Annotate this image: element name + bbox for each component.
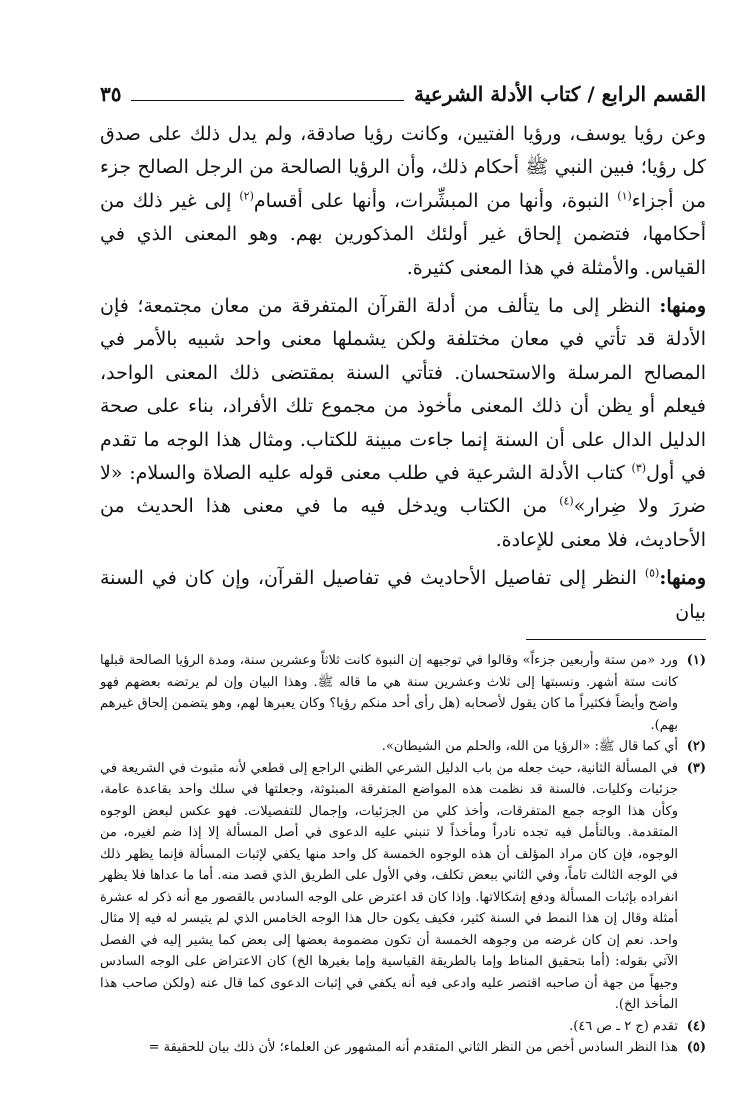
footnote-text: هذا النظر السادس أخص من النظر الثاني المتقدم أنه المشهور عن العلماء؛ لأن ذلك بيان للحقيقة =	[148, 1040, 678, 1056]
footnote-3	[100, 758, 706, 1016]
footnote-text: أي كما قال ﷺ: «الرؤيا من الله، والحلم من الشيطان».	[381, 739, 678, 755]
footnote-number: (٥)	[686, 1040, 706, 1056]
footnote-text: تقدم (ج ٢ ـ ص ٤٦).	[569, 1018, 678, 1034]
header-rule	[131, 100, 404, 101]
footnote-number: (٣)	[686, 760, 706, 776]
p1-text-2: النبوة، وأنها من المبشِّرات، وأنها على أقسام	[253, 189, 618, 212]
p1-text-3: إلى غير ذلك من أحكامها، فتضمن إلحاق غير أولئك المذكورين بهم. وهو المعنى الذي في القياس. والأمثلة في هذا المعنى كثيرة.	[100, 189, 706, 279]
footnote-separator	[526, 639, 706, 640]
footnote-number: (٤)	[686, 1018, 706, 1034]
p3-text: النظر إلى تفاصيل الأحاديث في تفاصيل القرآن، وإن كان في السنة بيان	[100, 567, 706, 623]
footnote-5	[100, 1037, 706, 1059]
p2-text-3: من الكتاب ويدخل فيه ما في معنى هذا الحديث من الأحاديث، فلا معنى للإعادة.	[100, 495, 706, 551]
p2-text: النظر إلى ما يتألف من أدلة القرآن المتفرقة من معان مجتمعة؛ فإن الأدلة قد تأتي في معان مختلفة ولكن يشملها معنى واحد شبيه بالأمر في المصالح المرسلة والاستحسان. فتأتي السنة بمقتضى ذلك المعنى الواحد، فيعلم أو يظن أن ذلك المعنى مأخوذ من مجموع تلك الأفراد، بناء على صحة الدليل الدال على أن السنة إنما جاءت مبينة للكتاب. ومثال هذا الوجه ما تقدم في أول	[100, 295, 707, 485]
footnote-number: (٢)	[686, 739, 706, 755]
p2-lead: ومنها:	[659, 295, 706, 318]
page-number: ٣٥	[100, 82, 122, 106]
footnotes	[100, 650, 706, 1059]
footnote-ref-1: (١)	[617, 189, 632, 203]
page	[100, 82, 706, 1059]
header-title: القسم الرابع / كتاب الأدلة الشرعية	[414, 82, 706, 106]
footnote-ref-2: (٢)	[239, 189, 254, 203]
footnote-ref-4: (٤)	[559, 495, 574, 509]
footnote-2	[100, 736, 706, 758]
footnote-number: (١)	[686, 653, 706, 669]
p2-text-2: كتاب الأدلة الشرعية في طلب معنى قوله عليه الصلاة والسلام: «لا ضررَ ولا ضِرار»	[100, 462, 707, 518]
footnote-1	[100, 650, 706, 736]
paragraph-1	[100, 118, 706, 285]
footnote-text: ورد «من ستة وأربعين جزءاً» وقالوا في توجيهه إن النبوة كانت ثلاثاً وعشرين سنة، ومدة الرؤيا الصالحة قبلها كانت ستة أشهر. ونسبتها إلى ثلاث وعشرين سنة هي ما قاله ﷺ. وهذا البيان وإن لم يرتضه بعضهم فهو واضح وأيضاً فكثيراً ما كان يقول لأصحابه (هل رأى أحد منكم رؤيا؟ وكان يعبرها لهم، وهو يتضمن إلحاق غيرهم بهم).	[100, 653, 678, 733]
running-header	[100, 82, 706, 118]
p3-lead: ومنها:	[659, 567, 706, 590]
p1-text: وعن رؤيا يوسف، ورؤيا الفتيين، وكانت رؤيا صادقة، ولم يدل ذلك على صدق كل رؤيا؛ فبين النبي ﷺ أحكام ذلك، وأن الرؤيا الصالحة من الرجل الصالح جزء من أجزاء	[100, 123, 707, 212]
footnote-ref-3: (٣)	[631, 461, 647, 475]
footnote-text: في المسألة الثانية، حيث جعله من باب الدليل الشرعي الظني الراجع إلى قطعي لأنه مثبوث في الشريعة في جزئيات وكليات. فالسنة قد نظمت هذه المواضع المتفرقة المبثوثة، وجعلتها في سلك واحد بقاعدة عامة، وكأن هذا الوجه جمع المتفرقات، وأخذ كلي من الجزئيات، وإجمال للتفصيلات. فهو عكس لبعض الوجوه المتقدمة. وبالتأمل فيه تجده نادراً ومأخذاً لا تنبني عليه الدعوى في أصل المسألة إلا إذا ضم لغيره، من الوجوه، فإن كان مراد المؤلف أن هذه الوجوه الخمسة كل واحد منها يكفي لإثبات المسألة فإنما يظهر ذلك في الوجه الثالث تاماً، وفي الثاني ببعض تكلف، وفي الأول على الطريق الذي قصد منه. أما ما عداها فلا يظهر انفراده بإثبات المسألة ودفع إشكالاتها. وإذا كان قد اعترض على الوجه السادس بالقصور مع أنه ذكر له عشرة أمثلة وقال إن هذا النمط في السنة كثير، فكيف يكون حال هذا الوجه الخامس الذي لم يتيسر له فيه إلا مثال واحد. نعم إن كان غرضه من وجوهه الخمسة أن تكون مضمومة بعضها إلى بعض كما يشير إليه في الفصل الآتي بقوله: (أما بتحقيق المناط وإما بالطريقة القياسية وإما بغيرها الخ) كان الاعتراض على الوجه السادس وجيهاً من جهة أن صاحبه اقتصر عليه وادعى فيه أنه يكفي في إثبات الدعوى كما قال عنه (ولكن صاحب هذا المأخذ الخ).	[100, 760, 678, 1013]
paragraph-3	[100, 562, 706, 629]
footnote-ref-5: (٥)	[644, 566, 660, 580]
footnote-4	[100, 1016, 706, 1038]
main-text	[100, 118, 706, 629]
paragraph-2	[100, 290, 706, 557]
